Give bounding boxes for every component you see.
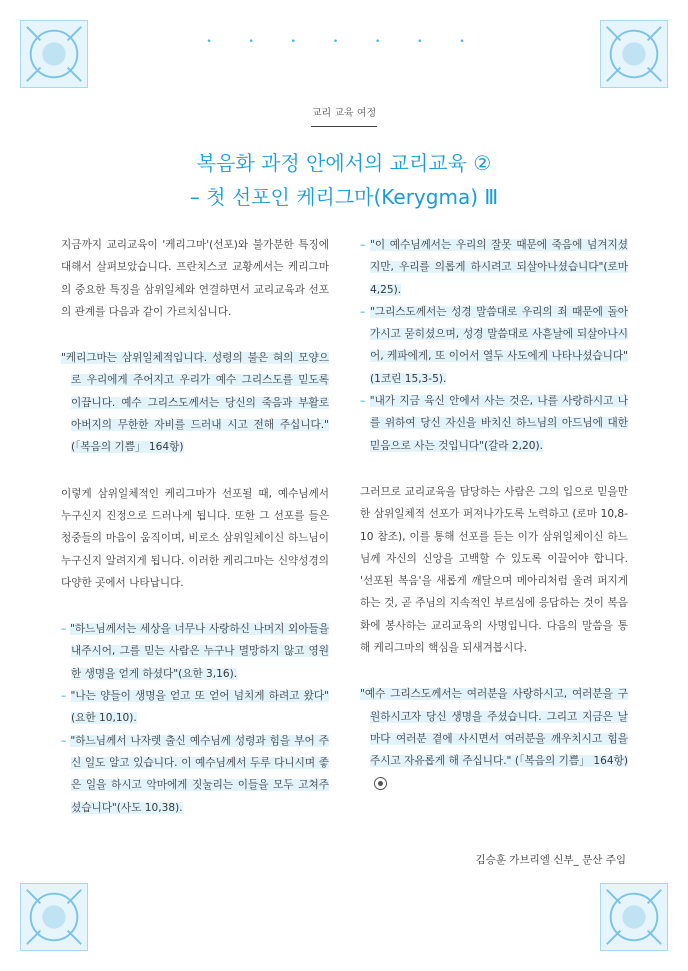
scripture-item: – "그리스도께서는 성경 말씀대로 우리의 죄 때문에 돌아가시고 묻히셨으며, 성경 말씀대로 사흗날에 되살아나시어, 케파에게, 또 이어서 열두 사도에게 나타나셨습니다"(1코린 15,3-5). — [360, 305, 628, 385]
scripture-item: – "나는 양들이 생명을 얻고 또 얻어 넘치게 하려고 왔다"(요한 10,10). — [61, 690, 329, 725]
body-paragraph: 그러므로 교리교육을 담당하는 사람은 그의 입으로 믿을만한 삼위일체적 선포가 퍼져나가도록 노력하고 (로마 10,8-10 참조), 이를 통해 선포를 듣는 이가 삼위일체이신 하느님께 자신의 신앙을 고백할 수 있도록 이끌어야 합니다. '선포된 복음'을 새롭게 깨달으며 메아리처럼 울려 퍼지게 하는 것, 곧 주님의 지속적인 부르심에 응답하는 것이 복음화에 봉사하는 교리교육의 사명입니다. 다음의 말씀을 통해 케리그마의 핵심을 되새겨봅시다. — [360, 485, 628, 655]
quote-text: "예수 그리스도께서는 여러분을 사랑하시고, 여러분을 구원하시고자 당신 생명을 주셨습니다. 그리고 지금은 날마다 여러분 곁에 사시면서 여러분을 깨우치시고 힘을 주시고 자유롭게 해 주십니다." (「복음의 기쁨」 164항) — [360, 688, 628, 768]
scripture-text: "하느님께서는 세상을 너무나 사랑하신 나머지 외아들을 내주시어, 그를 믿는 사람은 누구나 멸망하지 않고 영원한 생명을 얻게 하셨다"(요한 3,16). — [70, 623, 329, 680]
intro-paragraph: 지금까지 교리교육이 '케리그마'(선포)와 불가분한 특징에 대해서 살펴보았습니다. 프란치스코 교황께서는 케리그마의 중요한 특징을 삼위일체와 연결하면서 교리교육과 선포의 관계를 다음과 같이 가르치십니다. — [61, 239, 329, 318]
scripture-text: "내가 지금 육신 안에서 사는 것은, 나를 사랑하시고 나를 위하여 당신 자신을 바치신 하느님의 아드님에 대한 믿음으로 사는 것입니다"(갈라 2,20). — [369, 395, 628, 452]
scripture-text: "하느님께서 나자렛 출신 예수님께 성령과 힘을 부어 주신 일도 알고 있습니다. 이 예수님께서 두루 다니시며 좋은 일을 하시고 악마에게 짓눌리는 이들을 모두 고쳐주셨습니다"(사도 10,38). — [70, 734, 329, 814]
title-line-1: 복음화 과정 안에서의 교리교육 ② — [196, 151, 492, 175]
decorative-dots: • • • • • • • — [206, 37, 482, 47]
end-mark-icon — [374, 777, 387, 790]
scripture-text: "나는 양들이 생명을 얻고 또 얻어 넘치게 하려고 왔다"(요한 10,10). — [70, 690, 329, 725]
left-column — [61, 234, 329, 819]
quote-block — [360, 683, 628, 794]
right-column — [360, 234, 628, 795]
scripture-text: "그리스도께서는 성경 말씀대로 우리의 죄 때문에 돌아가시고 묻히셨으며, 성경 말씀대로 사흗날에 되살아나시어, 케파에게, 또 이어서 열두 사도에게 나타나셨습니다"(1코린 15,3-5). — [369, 305, 628, 385]
scripture-text: "이 예수님께서는 우리의 잘못 때문에 죽음에 넘겨지셨지만, 우리를 의롭게 하시려고 되살아나셨습니다"(로마 4,25). — [369, 239, 628, 296]
scripture-item: – "이 예수님께서는 우리의 잘못 때문에 죽음에 넘겨지셨지만, 우리를 의롭게 하시려고 되살아나셨습니다"(로마 4,25). — [360, 239, 628, 296]
corner-ornament-top-right — [600, 20, 668, 88]
title-line-2: – 첫 선포인 케리그마(Kerygma) Ⅲ — [189, 185, 499, 209]
body-paragraph: 이렇게 삼위일체적인 케리그마가 선포될 때, 예수님께서 누구신지 진정으로 드러나게 됩니다. 또한 그 선포를 들은 청중들의 마음이 움직이며, 비로소 삼위일체이신 하느님이 누구신지 알려지게 됩니다. 이러한 케리그마는 신약성경의 다양한 곳에서 나타납니다. — [61, 487, 329, 589]
quote-text: "케리그마는 삼위일체적입니다. 성령의 불은 혀의 모양으로 우리에게 주어지고 우리가 예수 그리스도를 믿도록 이끕니다. 예수 그리스도께서는 당신의 죽음과 부활로 아버지의 무한한 자비를 드러내 시고 전해 주십니다." (「복음의 기쁨」 164항) — [61, 352, 329, 454]
corner-ornament-bottom-right — [600, 883, 668, 951]
corner-ornament-top-left — [20, 20, 88, 88]
scripture-item: – "내가 지금 육신 안에서 사는 것은, 나를 사랑하시고 나를 위하여 당신 자신을 바치신 하느님의 아드님에 대한 믿음으로 사는 것입니다"(갈라 2,20). — [360, 395, 628, 452]
section-label: 교리 교육 여정 — [311, 108, 377, 119]
scripture-item: – "하느님께서 나자렛 출신 예수님께 성령과 힘을 부어 주신 일도 알고 있습니다. 이 예수님께서 두루 다니시며 좋은 일을 하시고 악마에게 짓눌리는 이들을 모두 고쳐주셨습니다"(사도 10,38). — [61, 734, 329, 814]
corner-ornament-bottom-left — [20, 883, 88, 951]
section-divider — [311, 126, 377, 127]
quote-block — [61, 347, 329, 458]
page-title — [0, 146, 688, 214]
scripture-item: – "하느님께서는 세상을 너무나 사랑하신 나머지 외아들을 내주시어, 그를 믿는 사람은 누구나 멸망하지 않고 영원한 생명을 얻게 하셨다"(요한 3,16). — [61, 623, 329, 680]
author-signature: 김승훈 가브리엘 신부_ 문산 주임 — [475, 854, 626, 866]
